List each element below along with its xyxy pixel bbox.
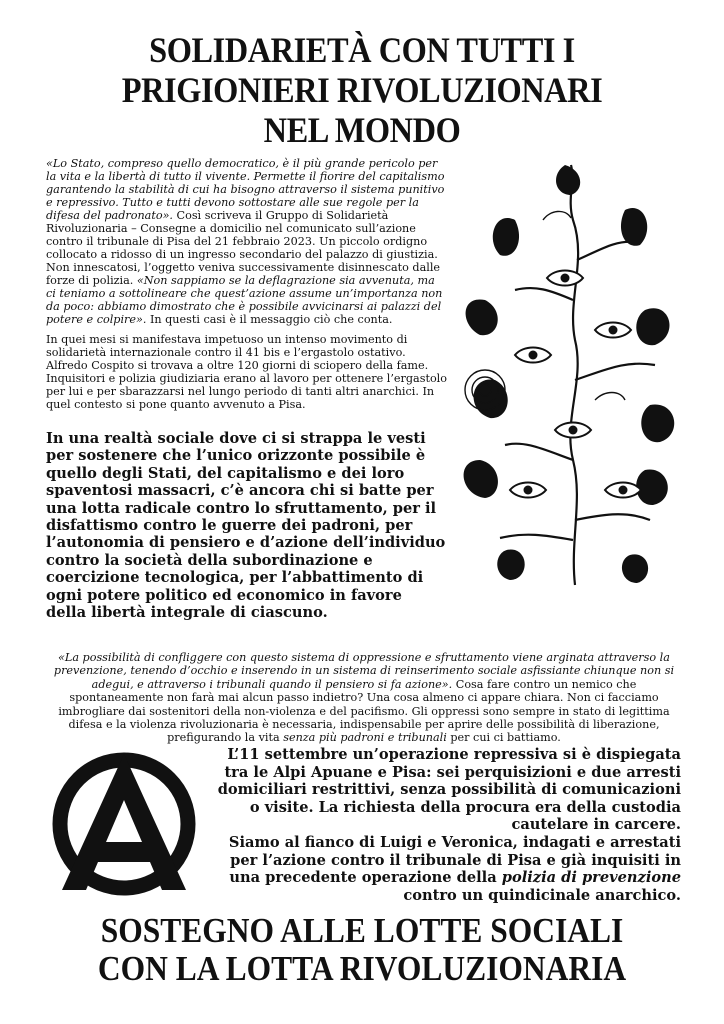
footer-line-2: CON LA LOTTA RIVOLUZIONARIA	[97, 949, 627, 988]
bold-statement: In una realtà sociale dove ci si strappa le vesti per sostenere che l’unico orizzonte possibile è quello degli Stati, del capitalismo e dei loro spaventosi massacri, c’è ancora chi si batte per una lotta radicale contro lo sfruttamento, per il disfattismo contro le guerre dei padroni, per l’autonomia di pensiero e d’azione dell’individuo contro la società della subordinazione e coercizione tecnologica, per l’abbattimento di ogni potere politico ed economico in favore della libertà integrale di ciascuno.	[46, 430, 446, 622]
footer-slogan	[54, 912, 670, 988]
circle-a-icon	[50, 750, 198, 898]
repression-em: polizia di prevenzione	[501, 869, 681, 887]
intro-quote-a: «Lo Stato, compreso quello democratico, è il più grande pericolo per la vita e la libertà di tutto il vivente. Permette il fiorire del capitalismo garantendo la stabilità di cui ha bisogno attraverso il sistema punitivo e repressivo. Tutto e tutti devono sottostare alle sue regole per la difesa del padronato».	[46, 157, 445, 222]
intro-paragraph-1	[46, 157, 448, 326]
second-quote-italic: «La possibilità di confliggere con questo sistema di oppressione e sfruttamento viene arginata attraverso la prevenzione, tenendo d’occhio e inserendo in un sistema di reinserimento sociale asfissiante chiunque non si adegui, e attraverso i tribunali quando il pensiero si fa azione».	[53, 651, 675, 691]
intro-text	[46, 157, 448, 418]
repression-paragraph-2	[205, 834, 681, 904]
second-quote	[46, 651, 682, 745]
intro-text-a: Così scriveva il Gruppo di Solidarietà Rivoluzionaria – Consegne a domicilio nel comunicato sull’azione contro il tribunale di Pisa del 21 febbraio 2023. Un piccolo ordigno collocato a ridosso di un ingresso secondario del palazzo di giustizia. Non innescatosi, l’oggetto veniva successivamente disinnescato dalle forze di polizia.	[46, 209, 441, 287]
repression-paragraph-1: L’11 settembre un’operazione repressiva si è dispiegata tra le Alpi Apuane e Pisa: sei perquisizioni e due arresti domiciliari restrittivi, senza possibilità di comunicazioni o visite. La richiesta della procura era della custodia cautelare in carcere.	[217, 746, 681, 834]
intro-text-b: In questi casi è il messaggio ciò che conta.	[146, 313, 393, 326]
second-quote-em: senza più padroni e tribunali	[283, 731, 447, 745]
poster-title	[54, 30, 670, 150]
second-quote-text-a: Cosa fare contro un nemico che spontaneamente non farà mai alcun passo indietro? Una cosa almeno ci appare chiara. Non ci facciamo imbrogliare dai sostenitori della non-violenza e del pacifismo. Gli oppressi sono sempre in stato di legittima difesa e la violenza rivoluzionaria è necessaria, indispensabile per aprire delle possibilità di liberazione, prefigurando la vita	[58, 677, 670, 745]
plant-illustration	[455, 160, 685, 590]
repression-text	[205, 746, 681, 904]
intro-paragraph-2: In quei mesi si manifestava impetuoso un intenso movimento di solidarietà internazionale contro il 41 bis e l’ergastolo ostativo. Alfredo Cospito si trovava a oltre 120 giorni di sciopero della fame. Inquisitori e polizia giudiziaria erano al lavoro per ottenere l’ergastolo per lui e per sbarazzarsi nel lungo periodo di tanti altri anarchici. In quel contesto si pone quanto avvenuto a Pisa.	[46, 333, 447, 411]
title-line-2: PRIGIONIERI RIVOLUZIONARI	[121, 70, 603, 110]
intro-quote-b: «Non sappiamo se la deflagrazione sia avvenuta, ma ci teniamo a sottolineare che quest’azione assume un’importanza non da poco: abbiamo dimostrato che è possibile avvicinarsi ai palazzi del potere e colpire».	[46, 274, 443, 326]
title-line-3: NEL MONDO	[263, 110, 461, 150]
footer-line-1: SOSTEGNO ALLE LOTTE SOCIALI	[100, 911, 624, 950]
title-line-1: SOLIDARIETÀ CON TUTTI I	[149, 30, 575, 70]
second-quote-text-b: per cui ci battiamo.	[446, 731, 561, 745]
repression-text-b: contro un quindicinale anarchico.	[403, 886, 681, 904]
repression-text-a: Siamo al fianco di Luigi e Veronica, indagati e arrestati per l’azione contro il tribunale di Pisa e già inquisiti in una precedente operazione della	[228, 833, 681, 887]
